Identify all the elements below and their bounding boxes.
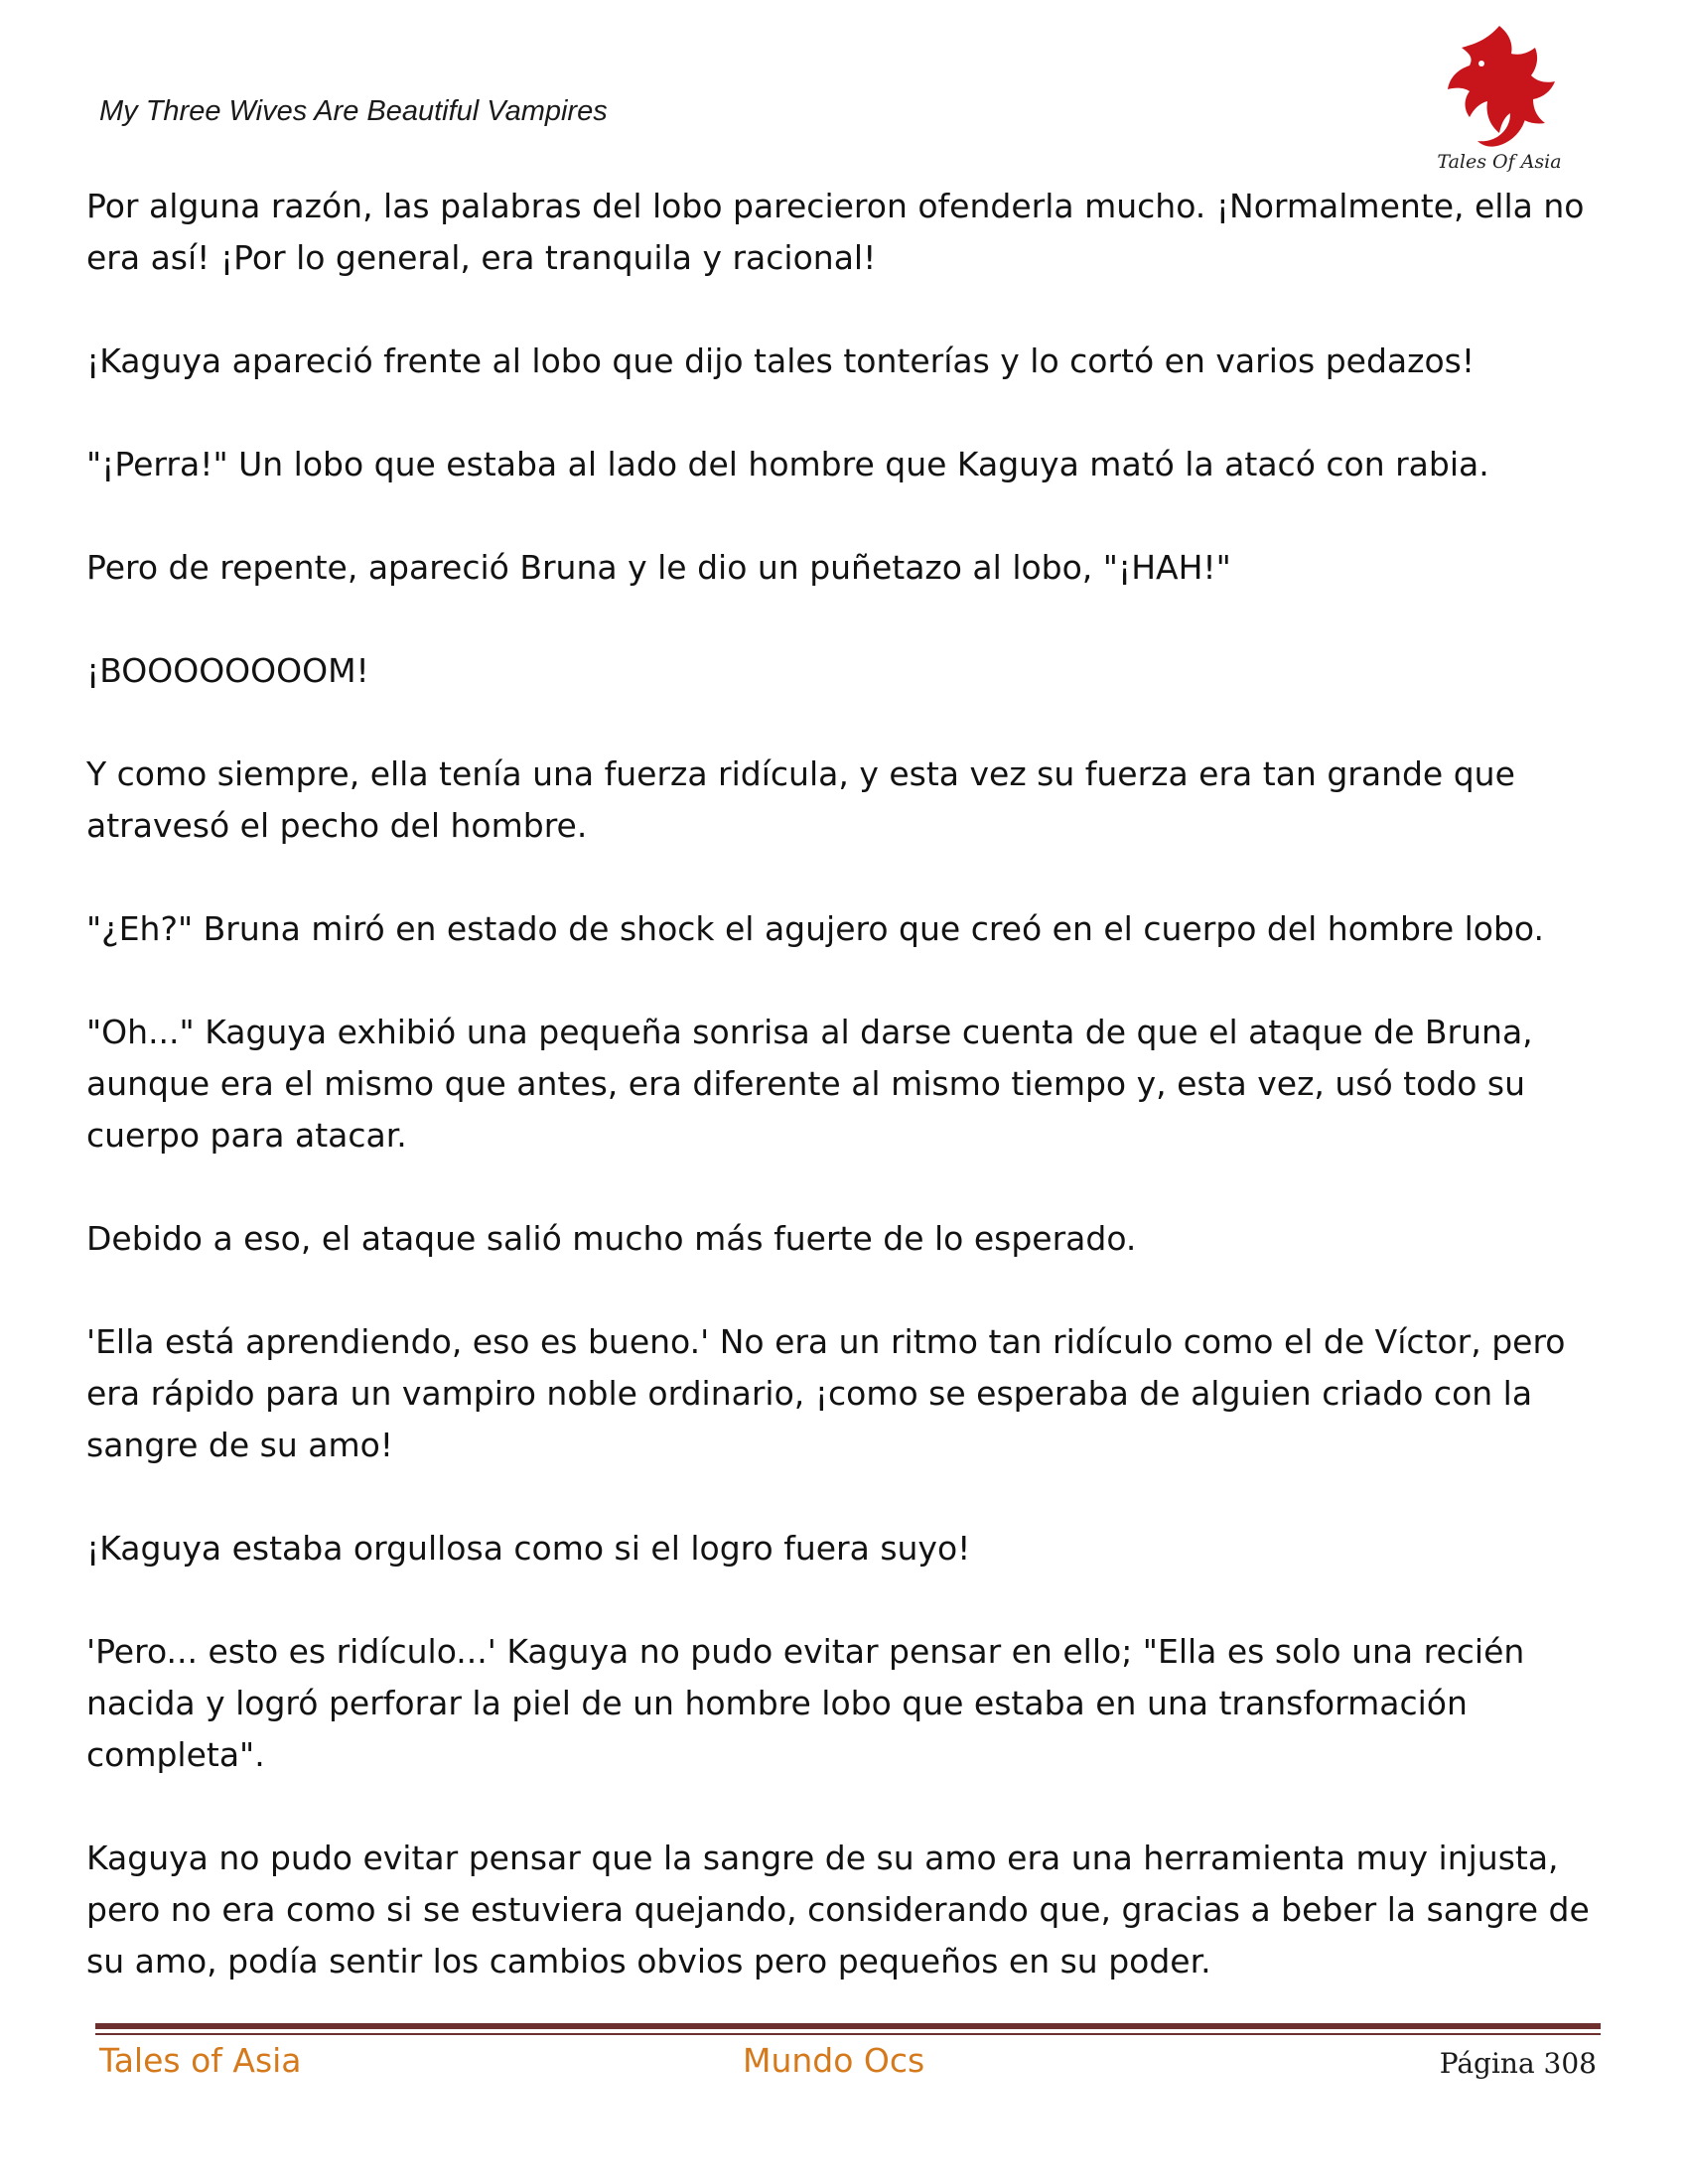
paragraph: ¡Kaguya apareció frente al lobo que dijo tales tonterías y lo cortó en varios pedazos!	[86, 341, 1476, 380]
paragraph: Por alguna razón, las palabras del lobo parecieron ofenderla mucho. ¡Normalmente, ella no era así! ¡Por lo general, era tranquila y racional!	[86, 187, 1585, 277]
logo-caption: Tales Of Asia	[1437, 151, 1562, 173]
page-header-title: My Three Wives Are Beautiful Vampires	[99, 95, 608, 127]
paragraph: "¡Perra!" Un lobo que estaba al lado del hombre que Kaguya mató la atacó con rabia.	[86, 445, 1489, 483]
paragraph: Kaguya no pudo evitar pensar que la sangre de su amo era una herramienta muy injusta, pero no era como si se estuviera quejando, considerando que, gracias a beber la sangre de su amo, podía sentir los cambios obvios pero pequeños en su poder.	[86, 1839, 1590, 1980]
footer-divider-thin	[95, 2033, 1601, 2035]
footer-divider	[95, 2023, 1601, 2029]
paragraph: 'Ella está aprendiendo, eso es bueno.' No era un ritmo tan ridículo como el de Víctor, pero era rápido para un vampiro noble ordinario, ¡como se esperaba de alguien criado con la sangre de su amo!	[86, 1322, 1566, 1464]
paragraph: "¿Eh?" Bruna miró en estado de shock el agujero que creó en el cuerpo del hombre lobo.	[86, 909, 1545, 948]
paragraph: ¡Kaguya estaba orgullosa como si el logro fuera suyo!	[86, 1529, 971, 1568]
paragraph: Debido a eso, el ataque salió mucho más fuerte de lo esperado.	[86, 1219, 1137, 1258]
page-body	[86, 181, 1616, 2039]
paragraph: 'Pero... esto es ridículo...' Kaguya no pudo evitar pensar en ello; "Ella es solo una recién nacida y logró perforar la piel de un hombre lobo que estaba en una transformación completa".	[86, 1632, 1525, 1774]
paragraph: ¡BOOOOOOOOM!	[86, 651, 369, 690]
paragraph: "Oh..." Kaguya exhibió una pequeña sonrisa al darse cuenta de que el ataque de Bruna, aunque era el mismo que antes, era diferente al mismo tiempo y, esta vez, usó todo su cuerpo para atacar.	[86, 1013, 1533, 1155]
footer-section-name: Mundo Ocs	[743, 2041, 925, 2080]
paragraph: Y como siempre, ella tenía una fuerza ridícula, y esta vez su fuerza era tan grande que atravesó el pecho del hombre.	[86, 754, 1515, 845]
page-number: Página 308	[1439, 2047, 1597, 2080]
footer-site-name: Tales of Asia	[99, 2041, 302, 2080]
paragraph: Pero de repente, apareció Bruna y le dio un puñetazo al lobo, "¡HAH!"	[86, 548, 1231, 587]
